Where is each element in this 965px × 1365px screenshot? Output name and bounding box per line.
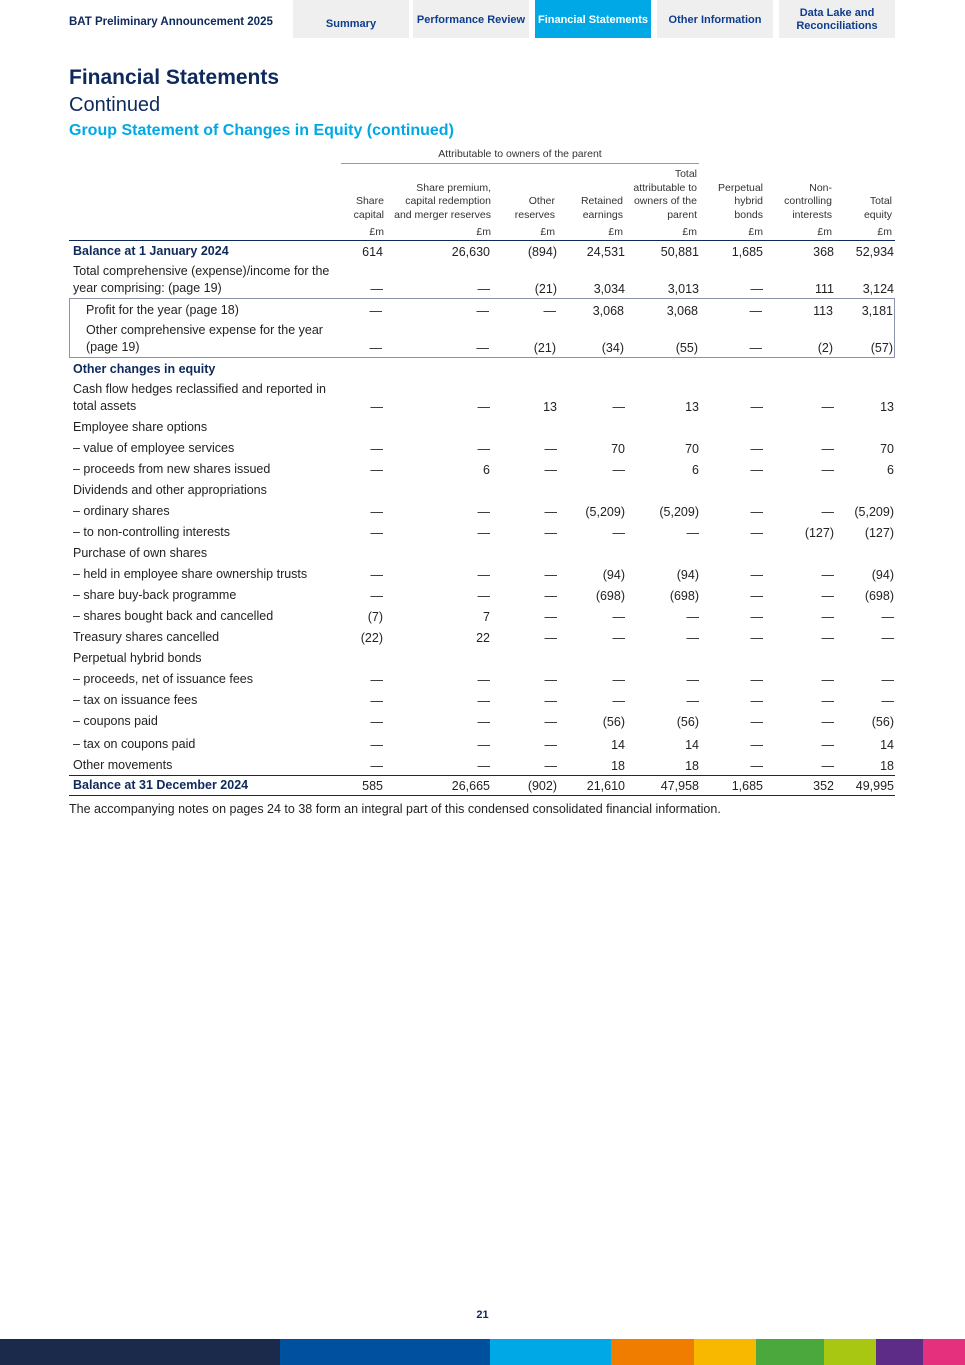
- table-cell: (127): [804, 526, 834, 540]
- table-cell: —: [612, 463, 625, 477]
- table-cell: 585: [362, 779, 383, 793]
- table-cell: 70: [611, 442, 625, 456]
- table-cell: —: [750, 282, 763, 296]
- tab-financial-statements[interactable]: Financial Statements: [535, 0, 651, 38]
- row-label: Profit for the year (page 18): [86, 302, 239, 317]
- table-cell: —: [544, 759, 557, 773]
- table-cell: —: [821, 589, 834, 603]
- table-cell: (5,209): [659, 505, 699, 519]
- table-cell: —: [477, 505, 490, 519]
- page-title: Financial Statements: [69, 66, 280, 89]
- table-cell: 14: [685, 738, 699, 752]
- table-cell: 368: [813, 245, 834, 259]
- table-cell: —: [544, 463, 557, 477]
- table-cell: (21): [533, 341, 556, 355]
- row-label: Treasury shares cancelled: [73, 629, 220, 644]
- table-cell: —: [476, 304, 489, 318]
- row-hybrid-proceeds: [69, 668, 895, 689]
- table-cell: —: [750, 694, 763, 708]
- table-cell: —: [477, 715, 490, 729]
- row-dividends-heading: [69, 479, 895, 500]
- footer-color-segment: [0, 1339, 280, 1365]
- table-cell: 24,531: [586, 245, 625, 259]
- table-cell: (2): [817, 341, 833, 355]
- table-cell: (21): [534, 282, 557, 296]
- table-cell: 18: [611, 759, 625, 773]
- table-cell: —: [370, 715, 383, 729]
- table-cell: (7): [367, 610, 383, 624]
- table-cell: —: [544, 589, 557, 603]
- page-subtitle: Continued: [69, 94, 161, 116]
- footer-color-segment: [694, 1339, 756, 1365]
- table-cell: —: [612, 631, 625, 645]
- table-cell: —: [544, 738, 557, 752]
- row-label: – proceeds from new shares issued: [73, 461, 271, 476]
- table-cell: 13: [543, 400, 557, 414]
- row-label: Perpetual hybrid bonds: [73, 650, 202, 665]
- col-header-share-capital: Share capital: [353, 195, 384, 221]
- table-cell: —: [686, 526, 699, 540]
- table-cell: —: [370, 589, 383, 603]
- table-cell: 3,068: [666, 304, 698, 318]
- table-cell: —: [821, 505, 834, 519]
- table-cell: —: [476, 341, 489, 355]
- tab-data-lake-reconciliations[interactable]: Data Lake and Reconciliations: [779, 0, 895, 38]
- table-cell: —: [477, 694, 490, 708]
- row-ordinary-shares: [69, 500, 895, 521]
- table-cell: —: [750, 715, 763, 729]
- table-cell: 13: [880, 400, 894, 414]
- table-cell: —: [544, 610, 557, 624]
- row-shares-cancelled: [69, 605, 895, 626]
- footer-color-bar: [0, 1339, 965, 1365]
- table-cell: —: [821, 673, 834, 687]
- col-header-non-controlling: Non-controlling interests: [784, 181, 832, 221]
- tab-other-information[interactable]: Other Information: [657, 0, 773, 38]
- unit-label: £m: [608, 226, 623, 238]
- row-hybrid-bonds-heading: [69, 647, 895, 668]
- unit-label: £m: [748, 226, 763, 238]
- table-cell: —: [544, 568, 557, 582]
- table-cell: (5,209): [585, 505, 625, 519]
- row-label: – shares bought back and cancelled: [73, 608, 274, 623]
- table-cell: 13: [685, 400, 699, 414]
- table-cell: —: [750, 505, 763, 519]
- col-header-share-premium: Share premium, capital redemption and merger reserves: [394, 181, 491, 221]
- footer-color-segment: [490, 1339, 611, 1365]
- table-cell: —: [881, 610, 894, 624]
- col-header-total-attributable: Total attributable to owners of the parent: [633, 168, 697, 221]
- table-cell: (5,209): [854, 505, 894, 519]
- footer-color-segment: [876, 1339, 923, 1365]
- table-cell: 18: [880, 759, 894, 773]
- row-label: Purchase of own shares: [73, 545, 208, 560]
- table-cell: —: [477, 759, 490, 773]
- top-navigation: [0, 0, 965, 38]
- col-header-retained-earnings: Retained earnings: [580, 195, 623, 221]
- table-cell: —: [821, 759, 834, 773]
- table-cell: —: [821, 694, 834, 708]
- row-label: – tax on issuance fees: [73, 692, 198, 707]
- row-proceeds-new-shares: [69, 458, 895, 479]
- table-cell: 14: [880, 738, 894, 752]
- table-cell: —: [821, 631, 834, 645]
- table-cell: 6: [692, 463, 699, 477]
- table-cell: 47,958: [660, 779, 699, 793]
- table-cell: (894): [527, 245, 557, 259]
- table-cell: —: [612, 526, 625, 540]
- row-cash-flow-hedges: [69, 379, 895, 416]
- table-cell: —: [477, 568, 490, 582]
- tab-performance-review[interactable]: Performance Review: [413, 0, 529, 38]
- table-cell: —: [477, 673, 490, 687]
- table-cell: —: [544, 442, 557, 456]
- table-cell: —: [821, 400, 834, 414]
- table-cell: 1,685: [731, 779, 763, 793]
- table-cell: —: [544, 673, 557, 687]
- table-cell: (57): [870, 341, 893, 355]
- table-cell: 3,124: [862, 282, 894, 296]
- table-cell: —: [612, 400, 625, 414]
- table-cell: —: [370, 694, 383, 708]
- table-cell: —: [477, 589, 490, 603]
- table-cell: 1,685: [731, 245, 763, 259]
- table-cell: —: [544, 715, 557, 729]
- table-cell: 111: [814, 282, 834, 296]
- row-label: – to non-controlling interests: [73, 524, 231, 539]
- row-non-controlling-dividends: [69, 521, 895, 542]
- table-cell: 7: [483, 610, 490, 624]
- unit-label: £m: [877, 226, 892, 238]
- table-cell: —: [821, 442, 834, 456]
- table-cell: —: [370, 463, 383, 477]
- footer-color-segment: [611, 1339, 694, 1365]
- table-cell: (56): [602, 715, 625, 729]
- table-cell: —: [370, 568, 383, 582]
- footer-color-segment: [280, 1339, 490, 1365]
- table-cell: —: [544, 505, 557, 519]
- unit-label: £m: [540, 226, 555, 238]
- table-cell: —: [477, 282, 490, 296]
- table-cell: —: [370, 442, 383, 456]
- brand-title: BAT Preliminary Announcement 2025: [69, 16, 273, 28]
- table-cell: —: [612, 694, 625, 708]
- table-cell: —: [370, 738, 383, 752]
- table-cell: (56): [871, 715, 894, 729]
- table-cell: —: [543, 304, 556, 318]
- table-cell: (22): [360, 631, 383, 645]
- col-header-total-equity: Total equity: [863, 195, 892, 221]
- footnote: The accompanying notes on pages 24 to 38 form an integral part of this condensed consolidated financial information.: [69, 802, 721, 816]
- row-label: Cash flow hedges reclassified and reported in total assets: [73, 382, 326, 413]
- row-other-comprehensive: [70, 320, 894, 357]
- row-label: – tax on coupons paid: [73, 736, 196, 751]
- table-cell: —: [612, 673, 625, 687]
- table-cell: —: [544, 694, 557, 708]
- row-share-buyback: [69, 584, 895, 605]
- table-cell: 3,181: [861, 304, 893, 318]
- row-other-movements: [69, 754, 895, 775]
- table-cell: —: [686, 631, 699, 645]
- table-cell: 21,610: [586, 779, 625, 793]
- table-cell: 14: [611, 738, 625, 752]
- row-balance-close: [69, 775, 895, 796]
- table-cell: 3,013: [667, 282, 699, 296]
- table-cell: —: [749, 304, 762, 318]
- table-cell: —: [369, 341, 382, 355]
- table-cell: 50,881: [660, 245, 699, 259]
- table-cell: —: [881, 694, 894, 708]
- unit-label: £m: [817, 226, 832, 238]
- table-cell: 352: [813, 779, 834, 793]
- table-cell: (127): [864, 526, 894, 540]
- col-header-other-reserves: Other reserves: [514, 195, 555, 221]
- row-label: Other changes in equity: [73, 361, 216, 376]
- comprehensive-breakdown-box: [69, 298, 895, 358]
- row-value-employee-services: [69, 437, 895, 458]
- table-cell: —: [750, 759, 763, 773]
- table-cell: —: [881, 631, 894, 645]
- table-cell: —: [370, 673, 383, 687]
- table-cell: —: [477, 738, 490, 752]
- table-cell: —: [750, 442, 763, 456]
- table-cell: —: [686, 694, 699, 708]
- table-cell: —: [544, 631, 557, 645]
- table-cell: (56): [676, 715, 699, 729]
- equity-table: [69, 240, 895, 796]
- row-balance-open: [69, 240, 895, 261]
- table-cell: —: [821, 715, 834, 729]
- row-employee-trusts: [69, 563, 895, 584]
- section-title: Group Statement of Changes in Equity (continued): [69, 122, 454, 139]
- row-total-comprehensive: [69, 261, 895, 298]
- row-label: Balance at 1 January 2024: [73, 243, 229, 258]
- table-cell: —: [750, 673, 763, 687]
- table-cell: —: [477, 400, 490, 414]
- table-cell: —: [686, 673, 699, 687]
- table-cell: (34): [601, 341, 624, 355]
- row-label: Total comprehensive (expense)/income for the year comprising: (page 19): [73, 264, 330, 295]
- table-cell: (94): [676, 568, 699, 582]
- table-cell: —: [750, 400, 763, 414]
- table-cell: 70: [685, 442, 699, 456]
- table-cell: 26,630: [451, 245, 490, 259]
- table-cell: —: [370, 282, 383, 296]
- table-cell: —: [749, 341, 762, 355]
- table-cell: —: [370, 759, 383, 773]
- row-label: Other movements: [73, 757, 173, 772]
- table-cell: 18: [685, 759, 699, 773]
- table-cell: 614: [362, 245, 383, 259]
- table-cell: 3,068: [592, 304, 624, 318]
- table-cell: —: [370, 526, 383, 540]
- table-cell: —: [369, 304, 382, 318]
- col-header-perpetual-hybrid-bonds: Perpetual hybrid bonds: [718, 181, 763, 221]
- row-label: Balance at 31 December 2024: [73, 777, 249, 792]
- table-cell: (55): [675, 341, 698, 355]
- table-cell: 22: [476, 631, 490, 645]
- table-cell: —: [821, 738, 834, 752]
- row-label: Other comprehensive expense for the year (page 19): [86, 323, 323, 354]
- table-cell: 49,995: [855, 779, 894, 793]
- table-cell: 26,665: [451, 779, 490, 793]
- table-cell: (94): [871, 568, 894, 582]
- table-cell: —: [686, 610, 699, 624]
- row-coupons-paid: [69, 710, 895, 731]
- row-tax-issuance-fees: [69, 689, 895, 710]
- row-other-changes-heading: [69, 358, 895, 379]
- footer-color-segment: [923, 1339, 965, 1365]
- table-cell: 70: [880, 442, 894, 456]
- row-employee-share-options: [69, 416, 895, 437]
- row-treasury-cancelled: [69, 626, 895, 647]
- row-label: Dividends and other appropriations: [73, 482, 267, 497]
- table-cell: —: [612, 610, 625, 624]
- table-cell: (698): [669, 589, 699, 603]
- group-header: Attributable to owners of the parent: [341, 148, 699, 164]
- table-cell: —: [750, 589, 763, 603]
- unit-label: £m: [476, 226, 491, 238]
- table-cell: 6: [483, 463, 490, 477]
- footer-color-segment: [824, 1339, 876, 1365]
- unit-label: £m: [682, 226, 697, 238]
- row-tax-coupons: [69, 731, 895, 754]
- unit-label: £m: [369, 226, 384, 238]
- table-cell: —: [370, 400, 383, 414]
- table-cell: —: [821, 610, 834, 624]
- table-cell: —: [881, 673, 894, 687]
- table-cell: (698): [595, 589, 625, 603]
- row-label: Employee share options: [73, 419, 208, 434]
- row-label: – value of employee services: [73, 440, 235, 455]
- row-purchase-own-shares: [69, 542, 895, 563]
- tab-summary[interactable]: Summary: [293, 0, 409, 38]
- row-label: – proceeds, net of issuance fees: [73, 671, 253, 686]
- table-cell: —: [750, 526, 763, 540]
- row-label: – ordinary shares: [73, 503, 170, 518]
- table-cell: 113: [813, 304, 833, 318]
- page-number: 21: [476, 1309, 489, 1321]
- table-cell: (902): [527, 779, 557, 793]
- table-cell: (698): [864, 589, 894, 603]
- row-label: – coupons paid: [73, 713, 158, 728]
- table-cell: —: [477, 442, 490, 456]
- table-cell: —: [821, 568, 834, 582]
- row-label: – held in employee share ownership trusts: [73, 566, 308, 581]
- table-cell: —: [750, 631, 763, 645]
- table-cell: 6: [887, 463, 894, 477]
- table-cell: (94): [602, 568, 625, 582]
- table-cell: —: [544, 526, 557, 540]
- table-cell: —: [477, 526, 490, 540]
- footer-color-segment: [756, 1339, 824, 1365]
- row-profit-for-year: [70, 299, 894, 320]
- table-cell: —: [821, 463, 834, 477]
- table-cell: —: [750, 568, 763, 582]
- row-label: – share buy-back programme: [73, 587, 237, 602]
- table-cell: 52,934: [855, 245, 894, 259]
- table-cell: —: [750, 738, 763, 752]
- table-cell: 3,034: [593, 282, 625, 296]
- table-cell: —: [750, 463, 763, 477]
- table-cell: —: [750, 610, 763, 624]
- table-cell: —: [370, 505, 383, 519]
